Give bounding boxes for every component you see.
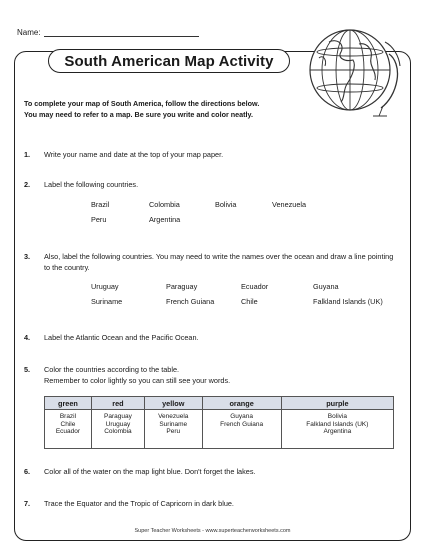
cell-country: Ecuador (55, 428, 81, 436)
cell-country: Chile (60, 420, 76, 428)
table-header: purple (281, 397, 393, 410)
country-word: Colombia (149, 200, 180, 209)
item-text: Label the following countries. (44, 180, 139, 189)
cell-country: Paraguay (104, 413, 132, 420)
footer-credit: Super Teacher Worksheets - www.superteacherworksheets.com (134, 528, 291, 534)
country-word: Falkland Islands (UK) (313, 297, 383, 306)
item-text: Label the Atlantic Ocean and the Pacific Ocean. (44, 333, 199, 342)
item-number: 3. (24, 252, 31, 261)
cell-country: Peru (166, 428, 181, 436)
table-cell (91, 410, 144, 449)
name-line (44, 28, 199, 37)
table-header: green (45, 397, 92, 410)
item-number: 1. (24, 150, 31, 159)
table-header: orange (202, 397, 281, 410)
item-text: Write your name and date at the top of your map paper. (44, 150, 224, 159)
name-label: Name: (17, 28, 41, 37)
table-header-row (45, 397, 394, 410)
item-number: 2. (24, 180, 31, 189)
item-text: Trace the Equator and the Tropic of Capricorn in dark blue. (44, 499, 234, 508)
table-header: yellow (145, 397, 203, 410)
cell-country: Argentina (323, 428, 352, 436)
table-cell (145, 410, 203, 449)
country-word: Peru (91, 215, 107, 224)
intro-line: You may need to refer to a map. Be sure you write and color neatly. (24, 110, 253, 119)
country-word: Ecuador (241, 282, 269, 291)
cell-country: Bolivia (327, 413, 347, 420)
color-table (44, 396, 394, 449)
item-text-line: Remember to color lightly so you can still see your words. (44, 375, 231, 385)
table-header: red (91, 397, 144, 410)
country-word: Paraguay (166, 282, 198, 291)
cell-country: Colombia (104, 428, 132, 436)
cell-country: Brazil (59, 413, 77, 420)
item-number: 5. (24, 365, 31, 374)
intro-line: To complete your map of South America, follow the directions below. (24, 99, 260, 108)
item-text-line: Color the countries according to the table. (44, 365, 180, 374)
item-text: Color all of the water on the map light blue. Don't forget the lakes. (44, 467, 256, 476)
cell-country: French Guiana (220, 420, 264, 428)
country-word: Brazil (91, 200, 110, 209)
item-text (44, 365, 404, 386)
item-text: Also, label the following countries. You may need to write the names over the ocean and draw a line pointing to the country. (44, 252, 394, 272)
table-cell (45, 410, 92, 449)
country-word: French Guiana (166, 297, 215, 306)
cell-country: Falkland Islands (UK) (306, 420, 369, 428)
country-word: Bolivia (215, 200, 237, 209)
cell-country: Venezuela (158, 413, 189, 420)
cell-country: Guyana (230, 413, 254, 420)
country-word: Guyana (313, 282, 339, 291)
item-number: 6. (24, 467, 31, 476)
table-cell (202, 410, 281, 449)
country-word: Venezuela (272, 200, 307, 209)
country-word: Suriname (91, 297, 123, 306)
name-field (17, 28, 199, 37)
item-number: 4. (24, 333, 31, 342)
intro-text (24, 98, 404, 120)
country-word: Argentina (149, 215, 181, 224)
item-number: 7. (24, 499, 31, 508)
country-word: Chile (241, 297, 258, 306)
country-word: Uruguay (91, 282, 119, 291)
table-cell (281, 410, 393, 449)
cell-country: Uruguay (105, 420, 131, 428)
table-row (45, 410, 394, 449)
page-title: South American Map Activity (48, 49, 290, 73)
cell-country: Suriname (159, 420, 188, 428)
